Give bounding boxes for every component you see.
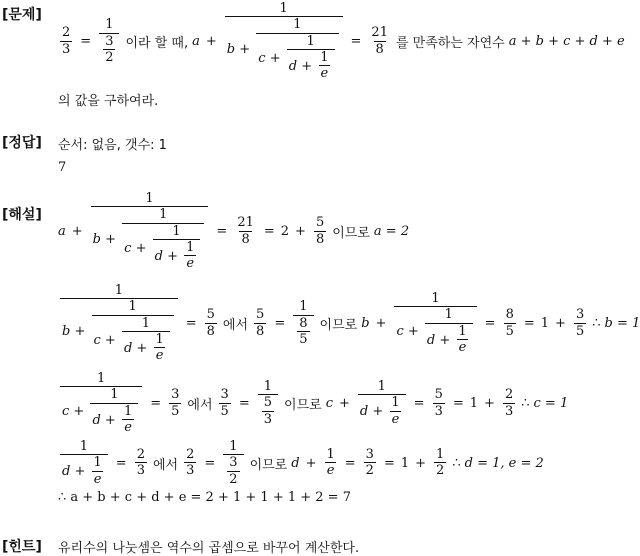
solution-step-b: 1 b + 1 c + 1 d + $\frac{1}{e}$ = $\frac{5}{8}$ 에서 $\frac{5}{8}$ = $\frac{1}{\frac{8}{5}}$ 이므로 b + 1 c + 1 d + $\frac{1}{e}$ = $\frac{8}{5}$ = 1 + $\frac{3}{5}$ ∴ b = 1 — [62, 283, 640, 364]
problem-line: $\frac{2}{3}$ = $\frac{1}{\frac{3}{2}}$ 이라 할 때, a + 1 b + 1 c + 1 d + $\frac{1}{e}$ = $\frac{21}{8}$ 를 만족하는 자연수 a + b + c + d + e — [62, 1, 625, 82]
sum-expression: a + b + c + d + e — [508, 34, 625, 50]
solution-final: ∴ a + b + c + d + e = 2 + 1 + 1 + 1 + 2 = 7 — [58, 490, 351, 505]
solution-label: [해설] — [2, 207, 42, 223]
solution-step-c: 1 c + 1 d + $\frac{1}{e}$ = $\frac{3}{5}$ 에서 $\frac{3}{5}$ = $\frac{1}{\frac{5}{3}}$ 이므로 c + 1 d + $\frac{1}{e}$ = $\frac{5}{3}$ = 1 + $\frac{2}{3}$ ∴ c = 1 — [62, 371, 569, 435]
hint-label: [힌트] — [2, 539, 42, 555]
problem-text-satisfy: 를 만족하는 자연수 — [395, 36, 505, 52]
problem-text-find: 의 값을 구하여라. — [58, 94, 159, 109]
solution-step-d: 1 d + $\frac{1}{e}$ = $\frac{2}{3}$ 에서 $\frac{2}{3}$ = $\frac{1}{\frac{3}{2}}$ 이므로 d + $\frac{1}{e}$ = $\frac{3}{2}$ = 1 + $\frac{1}{2}$ ∴ d = 1, e = 2 — [62, 439, 544, 487]
problem-text-when: 이라 할 때, — [125, 36, 189, 52]
answer-value: 7 — [58, 160, 67, 175]
fraction: $\frac{1}{\frac{3}{2}}$ — [99, 18, 119, 65]
hint-text: 유리수의 나눗셈은 역수의 곱셈으로 바꾸어 계산한다. — [58, 541, 360, 556]
answer-label: [정답] — [2, 135, 42, 151]
problem-label: [문제] — [2, 7, 42, 23]
answer-order-line: 순서: 없음, 갯수: 1 — [58, 138, 167, 153]
fraction: $\frac{2}{3}$ — [62, 25, 71, 57]
solution-step-a: a + 1 b + 1 c + 1 d + $\frac{1}{e}$ = $\frac{21}{8}$ = 2 + $\frac{5}{8}$ 이므로 a = 2 — [58, 191, 410, 272]
continued-fraction: 1 b + 1 c + 1 d + $\frac{1}{e}$ — [225, 2, 343, 81]
